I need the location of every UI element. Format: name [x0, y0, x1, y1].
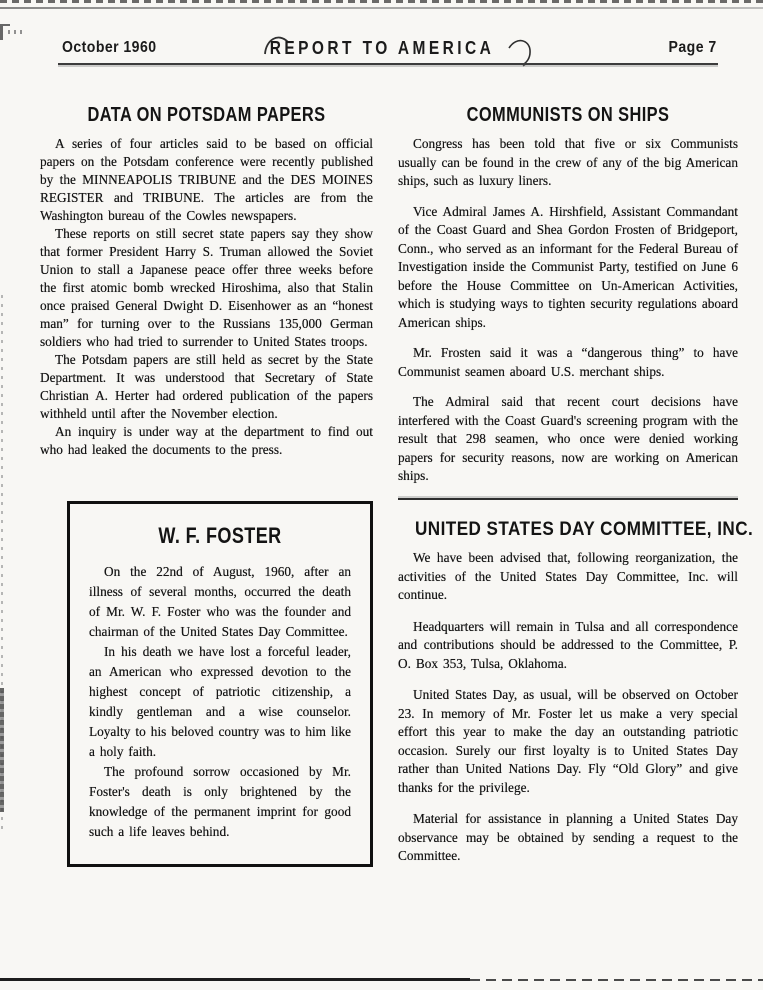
paragraph: United States Day, as usual, will be observed on October 23. In memory of Mr. Foster let us make a very special effort this year to make the day an outstanding patriotic occasion. Surely our first loyalty is to United States Day rather than United Nations Day. Fly “Old Glory” and give thanks for the privilege. — [398, 687, 738, 795]
paragraph: The profound sorrow occasioned by Mr. Foster's death is only brightened by the knowledge of the permanent imprint for good such a life leaves behind. — [89, 764, 351, 840]
masthead — [0, 36, 763, 62]
paragraph: Mr. Frosten said it was a “dangerous thing” to have Communist seamen aboard U.S. merchant ships. — [398, 345, 738, 379]
paragraph: An inquiry is under way at the department to find out who had leaked the documents to the press. — [40, 424, 373, 457]
page-number: Page 7 — [668, 39, 717, 56]
article-title-potsdam: DATA ON POTSDAM PAPERS — [87, 104, 326, 126]
newsletter-title: REPORT TO AMERICA — [269, 38, 494, 58]
paragraph: These reports on still secret state papers say they show that former President Harry S. Truman allowed the Soviet Union to stall a Japanese peace offer three weeks before the first atomic bomb wrecked Hiroshima, also that Stalin once praised General Dwight D. Eisenhower as an “honest man” for turning over to the Russians 135,000 German soldiers who had tried to surrender to United States troops. — [40, 226, 373, 349]
paragraph: Vice Admiral James A. Hirshfield, Assistant Commandant of the Coast Guard and Shea Gordon Frosten of Bridgeport, Conn., who served as an informant for the Federal Bureau of Investigation inside the Communist Party, testified on June 6 before the House Committee on Un-American Activities, which is studying ways to tighten security regulations aboard American ships. — [398, 203, 738, 330]
paragraph: In his death we have lost a forceful leader, an American who expressed devotion to the highest concept of patriotic citizenship, a kindly gentleman and a wise counselor. Loyalty to his beloved country was to him like a holy faith. — [89, 644, 351, 760]
issue-date: October 1960 — [62, 39, 157, 56]
article-title-foster: W. F. FOSTER — [158, 523, 282, 548]
paragraph: We have been advised that, following reorganization, the activities of the United States Day Committee, Inc. will continue. — [398, 550, 738, 603]
paragraph: Congress has been told that five or six Communists usually can be found in the crew of any of the big American ships, such as luxury liners. — [398, 136, 738, 188]
article-title-us-day: UNITED STATES DAY COMMITTEE, INC. — [415, 518, 754, 540]
paragraph: Material for assistance in planning a United States Day observance may be obtained by sending a request to the Committee. — [398, 811, 738, 864]
article-us-day-committee — [398, 518, 754, 866]
scan-artifact-bottom-line — [0, 978, 470, 981]
article-potsdam-papers — [40, 104, 373, 459]
scan-artifact-top-dashed-line — [0, 0, 763, 3]
article-title-communists: COMMUNISTS ON SHIPS — [466, 104, 670, 126]
paragraph: The Admiral said that recent court decisions have interfered with the Coast Guard's screening program with the result that 298 seamen, who once were denied working papers for security reasons, now are working on American ships. — [398, 394, 738, 483]
paragraph: The Potsdam papers are still held as secret by the State Department. It was understood that Secretary of State Christian A. Herter had ordered publication of the papers withheld until after the November election. — [40, 352, 373, 421]
article-communists-on-ships — [398, 104, 738, 486]
right-column — [398, 104, 754, 879]
paragraph: A series of four articles said to be based on official papers on the Potsdam conference were recently published by the MINNEAPOLIS TRIBUNE and the DES MOINES REGISTER and TRIBUNE. The articles are from the Washington bureau of the Cowles newspapers. — [40, 136, 373, 223]
scan-artifact-left-edge-dark — [0, 688, 4, 812]
scan-artifact-bottom-dashed-line — [470, 979, 763, 981]
section-divider-rule — [398, 498, 738, 500]
paragraph: On the 22nd of August, 1960, after an illness of several months, occurred the death of Mr. W. F. Foster who was the founder and chairman of the United States Day Committee. — [89, 564, 351, 640]
masthead-rule — [58, 63, 718, 65]
scan-artifact-top-line — [0, 7, 763, 9]
left-column — [40, 104, 373, 867]
paragraph: Headquarters will remain in Tulsa and all correspondence and contributions should be addressed to the Committee, P. O. Box 353, Tulsa, Oklahoma. — [398, 618, 738, 671]
article-foster-obituary-box — [67, 501, 373, 867]
scan-artifact-dots — [8, 30, 22, 34]
